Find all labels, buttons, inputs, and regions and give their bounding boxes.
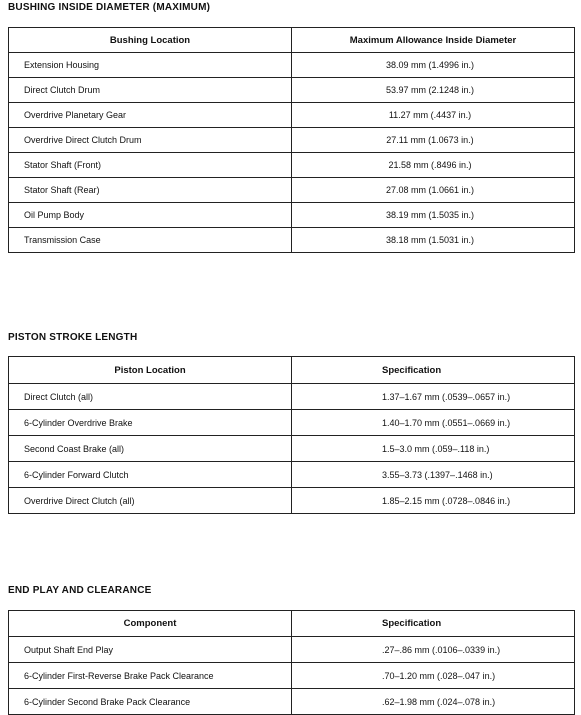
table-header-row	[9, 611, 575, 637]
column-header: Piston Location	[9, 357, 292, 384]
section-title: PISTON STROKE LENGTH	[8, 332, 138, 343]
section-title: END PLAY AND CLEARANCE	[8, 585, 152, 596]
table-row	[9, 128, 575, 153]
table-row	[9, 228, 575, 253]
table-row	[9, 488, 575, 514]
location-cell: Oil Pump Body	[9, 203, 292, 228]
value-cell: .62–1.98 mm (.024–.078 in.)	[292, 689, 575, 715]
value-cell: 1.37–1.67 mm (.0539–.0657 in.)	[292, 384, 575, 410]
location-cell: Overdrive Planetary Gear	[9, 103, 292, 128]
value-cell: .70–1.20 mm (.028–.047 in.)	[292, 663, 575, 689]
location-cell: Direct Clutch (all)	[9, 384, 292, 410]
table-row	[9, 153, 575, 178]
location-cell: Transmission Case	[9, 228, 292, 253]
table-header-row	[9, 357, 575, 384]
table-row	[9, 178, 575, 203]
value-cell: 3.55–3.73 (.1397–.1468 in.)	[292, 462, 575, 488]
value-cell: 21.58 mm (.8496 in.)	[292, 153, 575, 178]
location-cell: Stator Shaft (Front)	[9, 153, 292, 178]
table-row	[9, 384, 575, 410]
location-cell: Extension Housing	[9, 53, 292, 78]
value-cell: 38.09 mm (1.4996 in.)	[292, 53, 575, 78]
location-cell: Overdrive Direct Clutch Drum	[9, 128, 292, 153]
value-cell: 1.40–1.70 mm (.0551–.0669 in.)	[292, 410, 575, 436]
table-row	[9, 103, 575, 128]
table-row	[9, 203, 575, 228]
value-cell: 53.97 mm (2.1248 in.)	[292, 78, 575, 103]
column-header: Bushing Location	[9, 28, 292, 53]
component-cell: 6-Cylinder First-Reverse Brake Pack Clearance	[9, 663, 292, 689]
value-cell: 27.11 mm (1.0673 in.)	[292, 128, 575, 153]
table-row	[9, 78, 575, 103]
value-cell: 38.18 mm (1.5031 in.)	[292, 228, 575, 253]
location-cell: 6-Cylinder Overdrive Brake	[9, 410, 292, 436]
location-cell: Overdrive Direct Clutch (all)	[9, 488, 292, 514]
table-row	[9, 53, 575, 78]
component-cell: Output Shaft End Play	[9, 637, 292, 663]
location-cell: Stator Shaft (Rear)	[9, 178, 292, 203]
table-row	[9, 436, 575, 462]
value-cell: 11.27 mm (.4437 in.)	[292, 103, 575, 128]
table-header-row	[9, 28, 575, 53]
component-cell: 6-Cylinder Second Brake Pack Clearance	[9, 689, 292, 715]
value-cell: 38.19 mm (1.5035 in.)	[292, 203, 575, 228]
table-row	[9, 410, 575, 436]
value-cell: 1.5–3.0 mm (.059–.118 in.)	[292, 436, 575, 462]
value-cell: .27–.86 mm (.0106–.0339 in.)	[292, 637, 575, 663]
bushing-table	[8, 27, 575, 253]
value-cell: 1.85–2.15 mm (.0728–.0846 in.)	[292, 488, 575, 514]
column-header: Specification	[292, 611, 575, 637]
section-title: BUSHING INSIDE DIAMETER (MAXIMUM)	[8, 2, 211, 13]
piston-table	[8, 356, 575, 514]
endplay-table	[8, 610, 575, 715]
location-cell: 6-Cylinder Forward Clutch	[9, 462, 292, 488]
location-cell: Direct Clutch Drum	[9, 78, 292, 103]
table-row	[9, 462, 575, 488]
location-cell: Second Coast Brake (all)	[9, 436, 292, 462]
column-header: Specification	[292, 357, 575, 384]
column-header: Maximum Allowance Inside Diameter	[292, 28, 575, 53]
column-header: Component	[9, 611, 292, 637]
table-row	[9, 637, 575, 663]
table-row	[9, 689, 575, 715]
table-row	[9, 663, 575, 689]
value-cell: 27.08 mm (1.0661 in.)	[292, 178, 575, 203]
